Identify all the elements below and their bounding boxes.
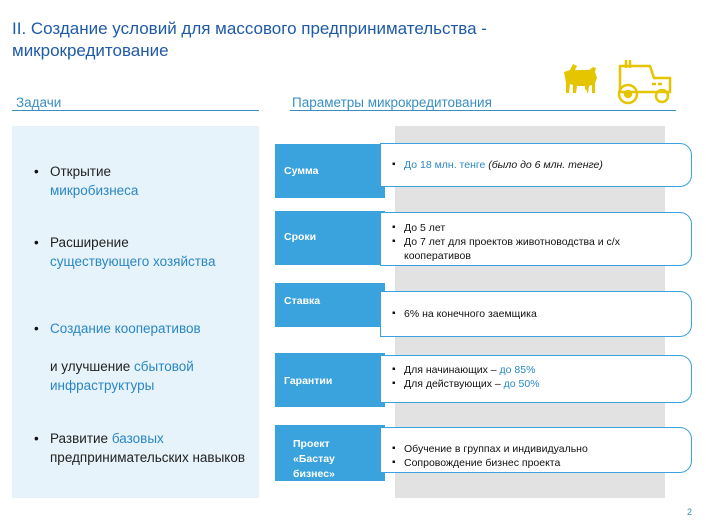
task-item: • Расширение существующего хозяйства: [34, 235, 216, 269]
param-item: ▪ До 7 лет для проектов животноводства и с/х кооперативов: [392, 235, 642, 263]
param-card-sum: [380, 143, 692, 187]
param-label-guarantee: Гарантии: [275, 353, 385, 407]
task-item: • Создание кооперативов и улучшение сбытовой инфраструктуры: [34, 321, 201, 393]
param-card-project: [380, 427, 692, 473]
param-card-guarantee: [380, 355, 692, 403]
param-item: ▪ Для начинающих – до 85%: [392, 363, 691, 377]
param-item: ▪ До 5 лет: [392, 221, 642, 235]
farm-icons: [562, 54, 674, 106]
task-item: • Развитие базовых предпринимательских навыков: [34, 431, 246, 465]
cow-icon: [564, 64, 597, 95]
param-item: ▪ Для действующих – до 50%: [392, 377, 691, 391]
params-divider: [290, 110, 676, 111]
task-item: • Открытие микробизнеса: [34, 164, 139, 198]
param-item: ▪ Обучение в группах и индивидуально: [392, 442, 691, 456]
param-label-term: Сроки: [275, 211, 385, 265]
param-item: ▪ 6% на конечного заемщика: [392, 307, 691, 321]
param-label-rate: Ставка: [275, 283, 385, 327]
page-title: II. Создание условий для массового предпринимательства - микрокредитование: [12, 19, 487, 60]
param-card-rate: [380, 291, 692, 337]
tasks-header: Задачи: [16, 95, 62, 110]
param-label-project: Проект «Бастау бизнес»: [275, 425, 385, 481]
param-label-sum: Сумма: [275, 144, 385, 198]
tasks-divider: [12, 110, 259, 111]
params-header: Параметры микрокредитования: [292, 95, 492, 110]
tractor-icon: [619, 60, 670, 103]
param-item: ▪ Сопровождение бизнес проекта: [392, 456, 691, 470]
param-card-term: [380, 212, 692, 266]
page-number: 2: [686, 507, 692, 517]
param-item: ▪ До 18 млн. тенге (было до 6 млн. тенге): [392, 158, 691, 172]
